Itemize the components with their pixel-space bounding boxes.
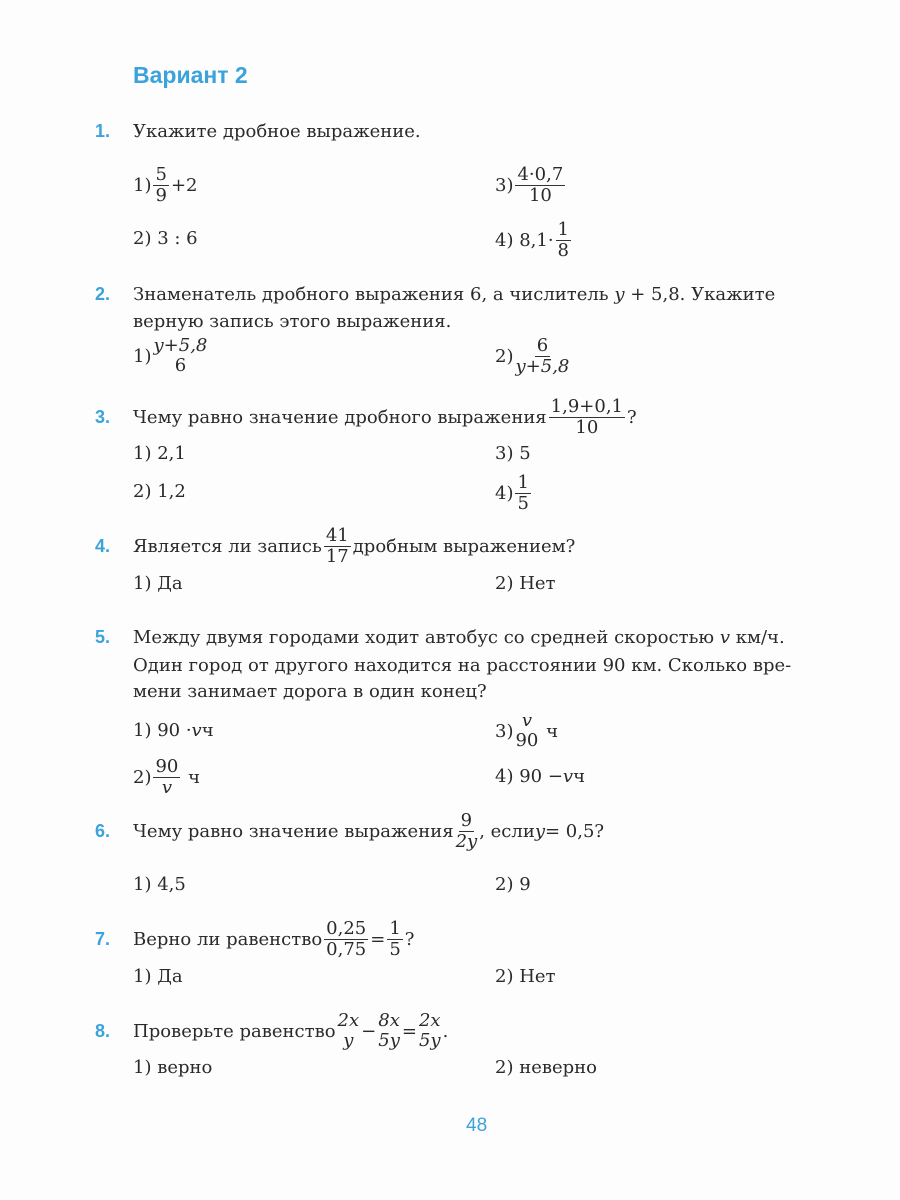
variable: v [562, 766, 574, 787]
option: 3) 5 [495, 443, 531, 464]
question-number: 7. [95, 929, 111, 949]
option-label: 4) 8,1· [495, 230, 554, 251]
fraction [549, 397, 625, 438]
denominator: 2y [455, 831, 478, 852]
denominator: y [343, 1030, 354, 1051]
text: Чему равно значение выражения [133, 821, 454, 842]
question-number: 6. [95, 821, 111, 841]
numerator: 8x [378, 1010, 400, 1031]
text: = [370, 929, 386, 950]
text: км/ч. [730, 627, 785, 648]
text: Является ли запись [133, 536, 322, 557]
text: , если [479, 821, 535, 842]
question-number: 8. [95, 1021, 111, 1041]
text: 1) 90 · [133, 720, 192, 741]
question-text [133, 526, 575, 567]
fraction [556, 220, 571, 261]
question-text [133, 1011, 448, 1051]
denominator: 90 [515, 730, 539, 751]
fraction [515, 473, 530, 514]
numerator: 2x [418, 1010, 441, 1031]
text: Чему равно значение дробного выражения [133, 407, 547, 428]
numerator: 1,9+0,1 [550, 396, 624, 417]
numerator: 2x [337, 1010, 360, 1031]
numerator: v [521, 710, 533, 731]
option [495, 220, 573, 261]
option [133, 757, 200, 798]
option [495, 711, 558, 751]
denominator: 10 [528, 185, 552, 206]
numerator: 9 [460, 810, 473, 831]
option: 1) Да [133, 966, 183, 987]
unit: ч [188, 767, 201, 788]
option-label: 3) [495, 720, 514, 742]
variable: v [719, 627, 730, 648]
text: + 5,8. Укажите [624, 284, 776, 305]
option [495, 336, 571, 377]
numerator: 6 [536, 335, 549, 356]
denominator: 5 [389, 939, 401, 960]
denominator: 6 [174, 355, 187, 376]
numerator: 1 [557, 219, 569, 240]
option [495, 165, 567, 206]
fraction [515, 336, 569, 377]
option [133, 228, 198, 249]
question-text [133, 282, 775, 308]
question-number: 2. [95, 284, 111, 304]
denominator: 17 [325, 546, 349, 567]
option-label: 1) [133, 345, 152, 367]
numerator: 41 [325, 525, 349, 546]
numerator: 0,25 [326, 918, 367, 939]
text: 4) 90 − [495, 766, 563, 787]
question-text: Укажите дробное выражение. [133, 121, 421, 142]
text: − [361, 1020, 377, 1042]
question-text [133, 919, 414, 960]
fraction [153, 165, 168, 206]
variable: y [534, 821, 545, 842]
numerator: 4·0,7 [517, 164, 564, 185]
option: 2) 9 [495, 874, 531, 895]
denominator: v [161, 777, 173, 798]
text: Между двумя городами ходит автобус со средней скоростью [133, 627, 720, 648]
fraction [456, 811, 478, 852]
option-label: 1) [133, 175, 152, 196]
option-label: 3) [495, 175, 514, 196]
fraction [153, 336, 207, 376]
option [133, 336, 209, 376]
option [495, 473, 533, 514]
option: 2) неверно [495, 1057, 597, 1078]
numerator: y+5,8 [153, 335, 208, 356]
question-text: верную запись этого выражения. [133, 311, 452, 332]
variable: v [191, 720, 202, 741]
fraction [153, 757, 180, 798]
text: ? [627, 407, 637, 428]
option: 2) 1,2 [133, 481, 186, 502]
denominator: 0,75 [326, 939, 367, 960]
text: Знаменатель дробного выражения 6, а числитель [133, 284, 615, 305]
text: . [442, 1020, 449, 1042]
option: 2) Нет [495, 966, 556, 987]
option [133, 165, 197, 206]
text: ? [404, 929, 415, 950]
text: Проверьте равенство [133, 1020, 336, 1042]
text: дробным выражением? [352, 536, 576, 557]
fraction [338, 1011, 360, 1051]
denominator: 5y [378, 1030, 400, 1051]
question-text [133, 625, 785, 651]
numerator: 5 [155, 164, 167, 185]
question-text: Один город от другого находится на расстоянии 90 км. Сколько вре- [133, 655, 792, 676]
denominator: 10 [575, 417, 599, 438]
fraction [324, 526, 351, 567]
option-label: 4) [495, 483, 514, 504]
question-number: 5. [95, 627, 111, 647]
option [495, 766, 585, 787]
option-text: +2 [170, 175, 198, 196]
denominator: 5 [517, 493, 529, 514]
fraction [324, 919, 368, 960]
denominator: 8 [557, 240, 569, 261]
denominator: y+5,8 [515, 356, 570, 377]
numerator: 1 [517, 472, 529, 493]
option-label: 2) [495, 346, 514, 367]
option: 1) 4,5 [133, 874, 186, 895]
fraction [387, 919, 402, 960]
text: = [401, 1020, 417, 1042]
option: 1) верно [133, 1057, 213, 1078]
fraction [515, 711, 538, 751]
page-number: 48 [466, 1115, 488, 1136]
question-text [133, 397, 637, 438]
numerator: 1 [389, 918, 401, 939]
question-number: 1. [95, 121, 111, 141]
fraction [515, 165, 565, 206]
text: = 0,5? [544, 821, 605, 842]
variant-title: Вариант 2 [133, 62, 248, 88]
option-text: 2) 3 : 6 [133, 228, 198, 249]
question-number: 3. [95, 407, 111, 427]
option: 1) Да [133, 573, 183, 594]
option [133, 720, 214, 741]
question-number: 4. [95, 536, 111, 556]
fraction [378, 1011, 400, 1051]
option: 2) Нет [495, 573, 556, 594]
question-text: мени занимает дорога в один конец? [133, 681, 487, 702]
numerator: 90 [155, 756, 179, 777]
fraction [419, 1011, 441, 1051]
question-text [133, 811, 604, 852]
text: ч [573, 766, 585, 787]
unit: ч [546, 720, 559, 742]
denominator: 5y [418, 1030, 441, 1051]
option: 1) 2,1 [133, 443, 186, 464]
text: ч [201, 720, 214, 741]
variable: y [614, 284, 625, 305]
option-label: 2) [133, 767, 152, 788]
denominator: 9 [155, 185, 167, 206]
text: Верно ли равенство [133, 929, 323, 950]
